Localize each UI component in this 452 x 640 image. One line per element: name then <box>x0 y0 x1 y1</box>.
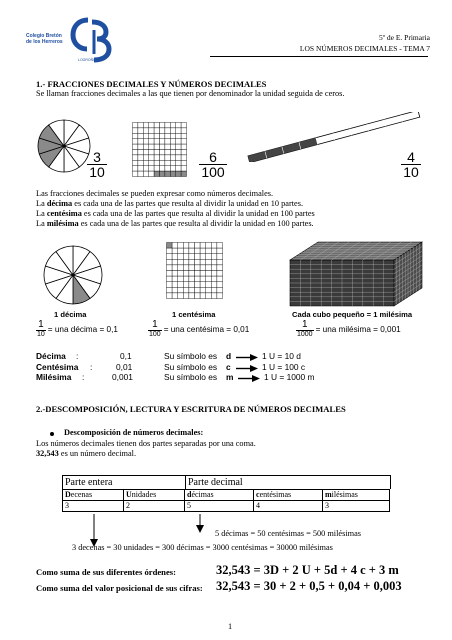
grid-cell <box>143 133 148 138</box>
grid-cell <box>160 166 165 171</box>
grid-cell <box>143 150 148 155</box>
grid-cell <box>178 271 184 277</box>
grid-cell <box>149 133 154 138</box>
grid-cell <box>167 243 173 249</box>
grid-cell <box>217 259 223 265</box>
place-value-table <box>62 475 391 512</box>
grid-cell <box>138 160 143 165</box>
section2-title: 2.-DESCOMPOSICIÓN, LECTURA Y ESCRITURA DE NÚMEROS DECIMALES <box>36 404 346 414</box>
grid-cell <box>143 166 148 171</box>
grid-cell <box>181 123 186 128</box>
grid-cell <box>172 243 178 249</box>
grid-cell <box>154 144 159 149</box>
grid-cell <box>200 276 206 282</box>
grid-cell <box>195 265 201 271</box>
grid-cell <box>133 171 138 176</box>
grid-cell <box>206 248 212 254</box>
grid-cell <box>133 166 138 171</box>
sum1-value: 32,543 = 3D + 2 U + 5d + 4 c + 3 m <box>216 563 399 577</box>
symbol-row-decima: Décima : 0,1 Su símbolo es d 1 U = 10 d <box>36 351 426 362</box>
grid-cell <box>172 248 178 254</box>
grid-cell <box>181 133 186 138</box>
grid-cell <box>143 144 148 149</box>
grid-cell <box>138 123 143 128</box>
grid-cell <box>133 150 138 155</box>
grid-cell <box>167 265 173 271</box>
grid-cell <box>178 259 184 265</box>
grid-cell <box>149 150 154 155</box>
grid-cell <box>160 139 165 144</box>
grid-cell <box>183 265 189 271</box>
grid-cell <box>133 155 138 160</box>
grid-cell <box>138 128 143 133</box>
grid-cell <box>195 287 201 293</box>
grid-cell <box>183 248 189 254</box>
digit-unidades: 2 <box>124 501 185 512</box>
grid-cell <box>154 128 159 133</box>
grid-cell <box>170 133 175 138</box>
grid-cell <box>149 171 154 176</box>
grid-cell <box>149 155 154 160</box>
grid-cell <box>172 276 178 282</box>
grid-cell <box>183 254 189 260</box>
definition-decima: La décima es cada una de las partes que resulta al dividir la unidad en 10 partes. <box>36 199 304 208</box>
grid-cell <box>176 150 181 155</box>
grid-cell <box>195 254 201 260</box>
cube-thousandths-figure <box>284 240 426 308</box>
grid-cell <box>165 128 170 133</box>
grid-cell <box>138 150 143 155</box>
grid-cell <box>170 155 175 160</box>
grid-cell <box>149 139 154 144</box>
pie-3-tenths-figure <box>36 118 92 174</box>
grid-cell <box>176 155 181 160</box>
grid-cell <box>181 166 186 171</box>
grid-cell <box>167 271 173 277</box>
grid-cell <box>138 144 143 149</box>
digit-decenas: 3 <box>63 501 124 512</box>
grid-cell <box>133 133 138 138</box>
grid-cell <box>143 128 148 133</box>
grid-cell <box>172 293 178 299</box>
grid-cell <box>178 243 184 249</box>
grid-cell <box>154 133 159 138</box>
grid-cell <box>165 166 170 171</box>
grid-cell <box>206 265 212 271</box>
grid-cell <box>200 282 206 288</box>
grid-cell <box>195 276 201 282</box>
grid-cell <box>172 282 178 288</box>
grid-cell <box>189 276 195 282</box>
grid-cell <box>176 139 181 144</box>
grid-cell <box>211 243 217 249</box>
grid-cell <box>211 282 217 288</box>
caption-decima: 1 décima <box>54 310 87 319</box>
header-decenas: Decenas <box>63 490 124 501</box>
grid-cell <box>181 150 186 155</box>
grid-cell <box>181 128 186 133</box>
header-centesimas: centésimas <box>254 490 323 501</box>
grid-cell <box>217 271 223 277</box>
grid-cell <box>206 293 212 299</box>
grid-cell <box>160 123 165 128</box>
grid-cell <box>206 243 212 249</box>
symbol-row-centesima: Centésima : 0,01 Su símbolo es c 1 U = 100 c <box>36 362 426 373</box>
grid-cell <box>200 287 206 293</box>
grid-cell <box>178 265 184 271</box>
grid-cell <box>178 293 184 299</box>
grid-cell <box>167 276 173 282</box>
header-milesimas: milésimas <box>323 490 390 501</box>
section2-line2: 32,543 es un número decimal. <box>36 449 137 458</box>
grid-cell <box>172 254 178 260</box>
grid-cell <box>143 123 148 128</box>
header-decimas: décimas <box>185 490 254 501</box>
grid-cell <box>176 160 181 165</box>
grid-cell <box>211 248 217 254</box>
grid-cell <box>178 276 184 282</box>
grid-cell <box>165 171 170 176</box>
grid-cell <box>181 144 186 149</box>
grid-cell <box>200 265 206 271</box>
grid-cell <box>138 139 143 144</box>
grid-cell <box>149 144 154 149</box>
grid-cell <box>189 243 195 249</box>
grid-cell <box>217 282 223 288</box>
digit-decimas: 5 <box>185 501 254 512</box>
grid-cell <box>149 166 154 171</box>
grid-cell <box>167 293 173 299</box>
express-text: Las fracciones decimales se pueden expresar como números decimales. <box>36 189 274 198</box>
grid-cell <box>133 128 138 133</box>
grid-cell <box>217 243 223 249</box>
note-decimas: 5 décimas = 50 centésimas = 500 milésimas <box>215 529 361 538</box>
digit-milesimas: 3 <box>323 501 390 512</box>
caption-milesima: Cada cubo pequeño = 1 milésima <box>292 310 413 319</box>
grid-cell <box>172 271 178 277</box>
grid-cell <box>165 144 170 149</box>
grid-cell <box>176 123 181 128</box>
fraction-numerator: 4 <box>407 149 415 165</box>
grid-cell <box>138 133 143 138</box>
grid-cell <box>154 150 159 155</box>
grid-cell <box>133 139 138 144</box>
school-name-line1: Colegio Bretón <box>26 33 62 39</box>
definition-milesima: La milésima es cada una de las partes que resulta al dividir la unidad en 100 partes. <box>36 219 314 228</box>
grid-cell <box>133 160 138 165</box>
grid-cell <box>181 155 186 160</box>
grid-cell <box>189 248 195 254</box>
part-decimal-label: Parte decimal <box>186 475 391 489</box>
grid-cell <box>133 123 138 128</box>
sum2-label: Como suma del valor posicional de sus cifras: <box>36 583 203 593</box>
equation-decima: 1 10 = una décima = 0,1 <box>37 319 118 338</box>
grid-cell <box>200 243 206 249</box>
grid-cell <box>149 123 154 128</box>
grid-cell <box>149 128 154 133</box>
grid-cell <box>189 265 195 271</box>
grid-cell <box>138 171 143 176</box>
grid-cell <box>170 123 175 128</box>
grid-cell <box>195 248 201 254</box>
grid-cell <box>211 259 217 265</box>
header-unidades: Unidades <box>124 490 185 501</box>
grid-cell <box>160 171 165 176</box>
equation-centesima: 1 100 = una centésima = 0,01 <box>149 319 250 338</box>
grid-cell <box>181 139 186 144</box>
grid-cell <box>183 243 189 249</box>
grid-cell <box>200 254 206 260</box>
grid-cell <box>189 287 195 293</box>
grid-1-hundredth-figure <box>166 242 224 300</box>
grid-cell <box>206 287 212 293</box>
header-topic: LOS NÚMEROS DECIMALES - TEMA 7 <box>299 44 430 53</box>
fraction-4-10 <box>400 150 422 179</box>
grid-cell <box>160 133 165 138</box>
grid-cell <box>170 139 175 144</box>
symbol-row-milesima: Milésima : 0,001 Su símbolo es m 1 U = 1000 m <box>36 372 426 383</box>
grid-cell <box>165 155 170 160</box>
grid-cell <box>160 160 165 165</box>
grid-cell <box>165 150 170 155</box>
grid-cell <box>167 287 173 293</box>
pie-1-tenth-figure <box>42 244 104 306</box>
note-decenas: 3 decenas = 30 unidades = 300 décimas = 3000 centésimas = 30000 milésimas <box>72 543 333 552</box>
grid-cell <box>206 276 212 282</box>
grid-cell <box>206 254 212 260</box>
bullet-text: Descomposición de números decimales: <box>64 428 204 437</box>
header-rule <box>210 56 428 57</box>
grid-cell <box>154 166 159 171</box>
grid-cell <box>211 271 217 277</box>
definition-centesima: La centésima es cada una de las partes que resulta al dividir la unidad en 100 partes <box>36 209 315 218</box>
grid-cell <box>206 282 212 288</box>
equation-milesima: 1 1000 = una milésima = 0,001 <box>297 319 401 338</box>
grid-cell <box>176 128 181 133</box>
grid-cell <box>178 248 184 254</box>
grid-cell <box>165 123 170 128</box>
grid-cell <box>195 293 201 299</box>
grid-cell <box>176 166 181 171</box>
fraction-denominator: 100 <box>201 164 225 180</box>
stick-4-tenths-figure <box>244 112 424 165</box>
grid-cell <box>211 276 217 282</box>
grid-cell <box>172 287 178 293</box>
grid-cell <box>183 282 189 288</box>
digit-centesimas: 4 <box>254 501 323 512</box>
grid-cell <box>211 287 217 293</box>
grid-cell <box>154 123 159 128</box>
sum1-label: Como suma de sus diferentes órdenes: <box>36 567 176 577</box>
fraction-3-10 <box>86 150 108 179</box>
grid-cell <box>178 282 184 288</box>
grid-cell <box>200 271 206 277</box>
grid-cell <box>183 271 189 277</box>
grid-cell <box>165 139 170 144</box>
grid-cell <box>170 160 175 165</box>
grid-cell <box>183 259 189 265</box>
grid-cell <box>189 282 195 288</box>
page-number: 1 <box>228 622 233 631</box>
grid-cell <box>172 265 178 271</box>
sum2-value: 32,543 = 30 + 2 + 0,5 + 0,04 + 0,003 <box>216 579 402 593</box>
decimas-arrow-icon <box>190 514 210 534</box>
grid-cell <box>133 144 138 149</box>
fraction-numerator: 6 <box>209 149 217 165</box>
grid-cell <box>167 254 173 260</box>
grid-cell <box>178 254 184 260</box>
grid-cell <box>217 293 223 299</box>
caption-centesima: 1 centésima <box>172 310 216 319</box>
grid-cell <box>181 171 186 176</box>
grid-cell <box>170 150 175 155</box>
grid-cell <box>170 166 175 171</box>
grid-cell <box>181 160 186 165</box>
header-grade: 5º de E. Primaria <box>378 33 430 42</box>
grid-cell <box>200 248 206 254</box>
grid-cell <box>154 171 159 176</box>
grid-cell <box>176 171 181 176</box>
section1-intro: Se llaman fracciones decimales a las que tienen por denominador la unidad seguida de ceros. <box>36 89 345 98</box>
grid-cell <box>200 259 206 265</box>
grid-cell <box>165 160 170 165</box>
grid-cell <box>160 144 165 149</box>
grid-cell <box>200 293 206 299</box>
grid-cell <box>138 166 143 171</box>
symbols-block <box>36 351 426 383</box>
part-entera-label: Parte entera <box>62 475 186 489</box>
grid-cell <box>211 293 217 299</box>
grid-cell <box>189 271 195 277</box>
grid-cell <box>195 282 201 288</box>
school-name-line2: de los Herreros <box>26 39 63 45</box>
section1-title: 1.- FRACCIONES DECIMALES Y NÚMEROS DECIMALES <box>36 79 267 89</box>
grid-cell <box>143 171 148 176</box>
grid-cell <box>170 171 175 176</box>
grid-cell <box>172 259 178 265</box>
grid-cell <box>167 282 173 288</box>
grid-cell <box>143 160 148 165</box>
grid-cell <box>143 155 148 160</box>
grid-cell <box>170 128 175 133</box>
school-name-line3: LOGROÑO <box>78 58 96 62</box>
grid-cell <box>149 160 154 165</box>
grid-cell <box>154 160 159 165</box>
grid-cell <box>189 259 195 265</box>
fraction-denominator: 10 <box>89 164 105 180</box>
grid-cell <box>217 287 223 293</box>
grid-cell <box>183 287 189 293</box>
grid-6-hundredths-figure <box>132 122 188 178</box>
grid-cell <box>217 248 223 254</box>
grid-cell <box>211 265 217 271</box>
grid-cell <box>170 144 175 149</box>
grid-cell <box>217 254 223 260</box>
grid-cell <box>160 155 165 160</box>
grid-cell <box>165 133 170 138</box>
grid-cell <box>195 271 201 277</box>
grid-cell <box>167 259 173 265</box>
grid-cell <box>160 150 165 155</box>
fraction-6-100 <box>198 150 228 179</box>
grid-cell <box>189 254 195 260</box>
school-logo <box>26 14 126 64</box>
grid-cell <box>183 293 189 299</box>
bullet-icon <box>50 432 54 436</box>
grid-cell <box>143 139 148 144</box>
grid-cell <box>176 133 181 138</box>
grid-cell <box>160 128 165 133</box>
fraction-denominator: 10 <box>403 164 419 180</box>
grid-cell <box>154 139 159 144</box>
grid-cell <box>176 144 181 149</box>
grid-cell <box>206 271 212 277</box>
fraction-numerator: 3 <box>93 149 101 165</box>
grid-cell <box>211 254 217 260</box>
grid-cell <box>178 287 184 293</box>
arrow-icon <box>238 374 260 385</box>
grid-cell <box>167 248 173 254</box>
grid-cell <box>195 243 201 249</box>
grid-cell <box>217 276 223 282</box>
grid-cell <box>217 265 223 271</box>
grid-cell <box>154 155 159 160</box>
grid-cell <box>183 276 189 282</box>
grid-cell <box>189 293 195 299</box>
grid-cell <box>195 259 201 265</box>
section2-line1: Los números decimales tienen dos partes separadas por una coma. <box>36 439 256 448</box>
grid-cell <box>206 259 212 265</box>
grid-cell <box>138 155 143 160</box>
